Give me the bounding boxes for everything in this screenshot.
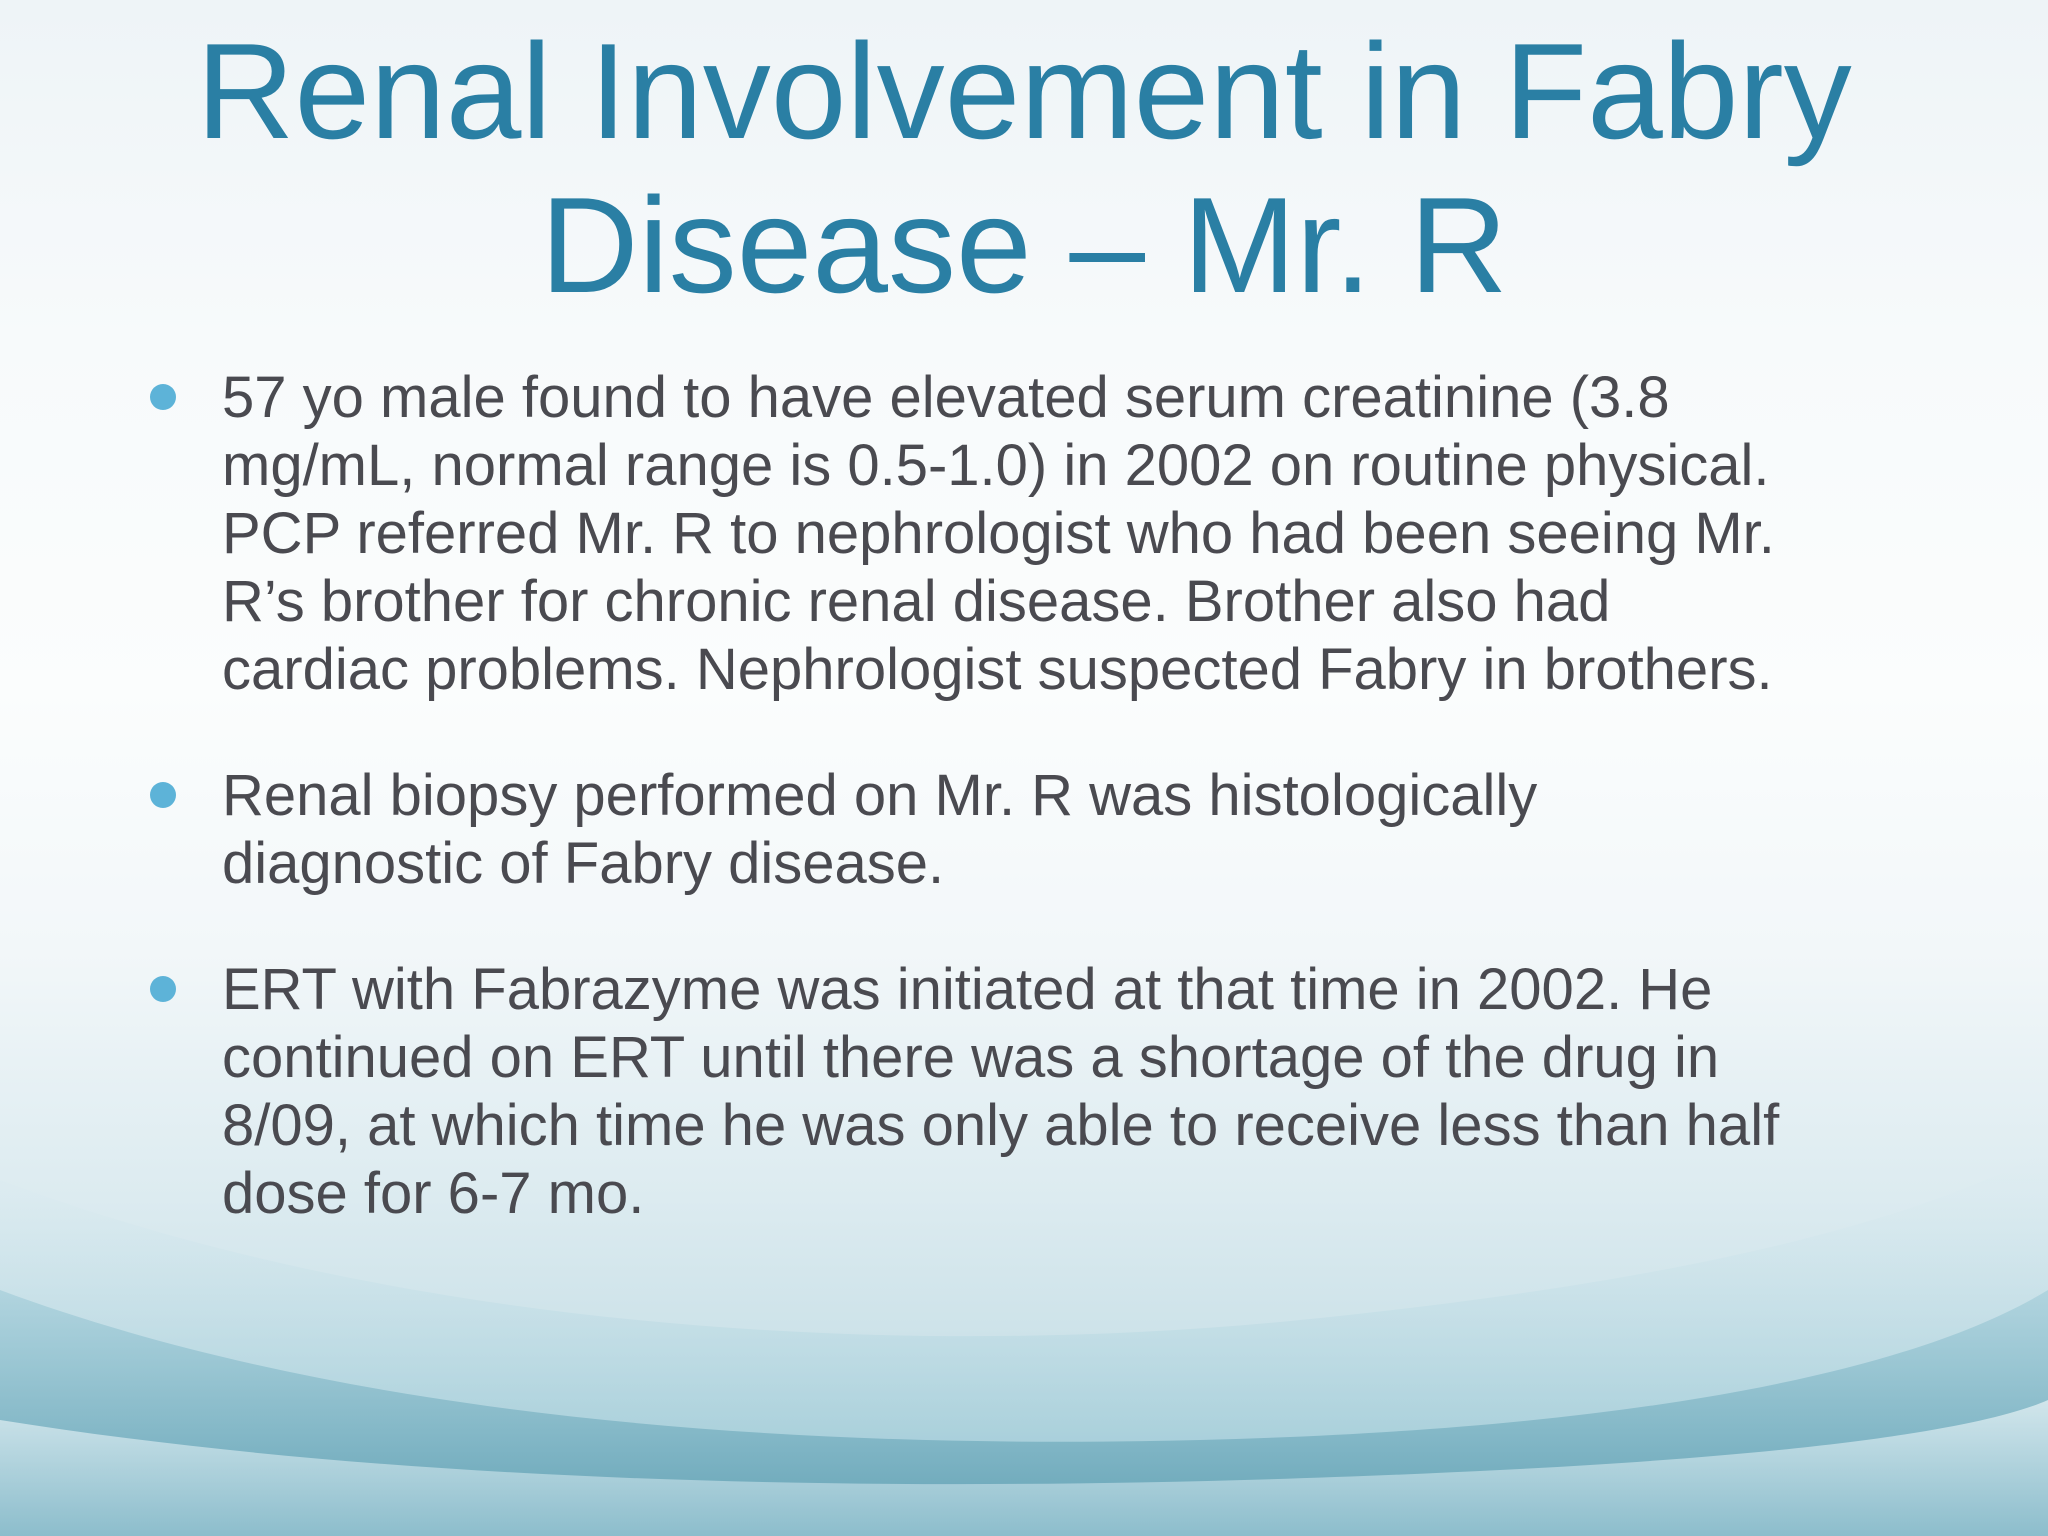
bullet-item (150, 364, 1930, 704)
bullet-text: Renal biopsy performed on Mr. R was histologically diagnostic of Fabry disease. (222, 763, 1538, 896)
bullet-dot-icon (150, 976, 176, 1002)
bullet-item (150, 956, 1930, 1228)
bullet-dot-icon (150, 384, 176, 410)
bullet-text: 57 yo male found to have elevated serum creatinine (3.8 mg/mL, normal range is 0.5-1.0) in 2002 on routine physical. PCP referred Mr. R to nephrologist who had been seeing Mr. R’s brother for chronic renal disease. Brother also had cardiac problems. Nephrologist suspected Fabry in brothers. (222, 365, 1775, 702)
bullet-item (150, 762, 1930, 898)
slide-title-text: Renal Involvement in Fabry Disease – Mr. R (196, 15, 1852, 321)
slide-title (100, 14, 1948, 322)
bullet-text: ERT with Fabrazyme was initiated at that time in 2002. He continued on ERT until there was a shortage of the drug in 8/09, at which time he was only able to receive less than half dose for 6-7 mo. (222, 957, 1780, 1226)
bullet-list (150, 364, 1930, 1286)
bullet-dot-icon (150, 782, 176, 808)
